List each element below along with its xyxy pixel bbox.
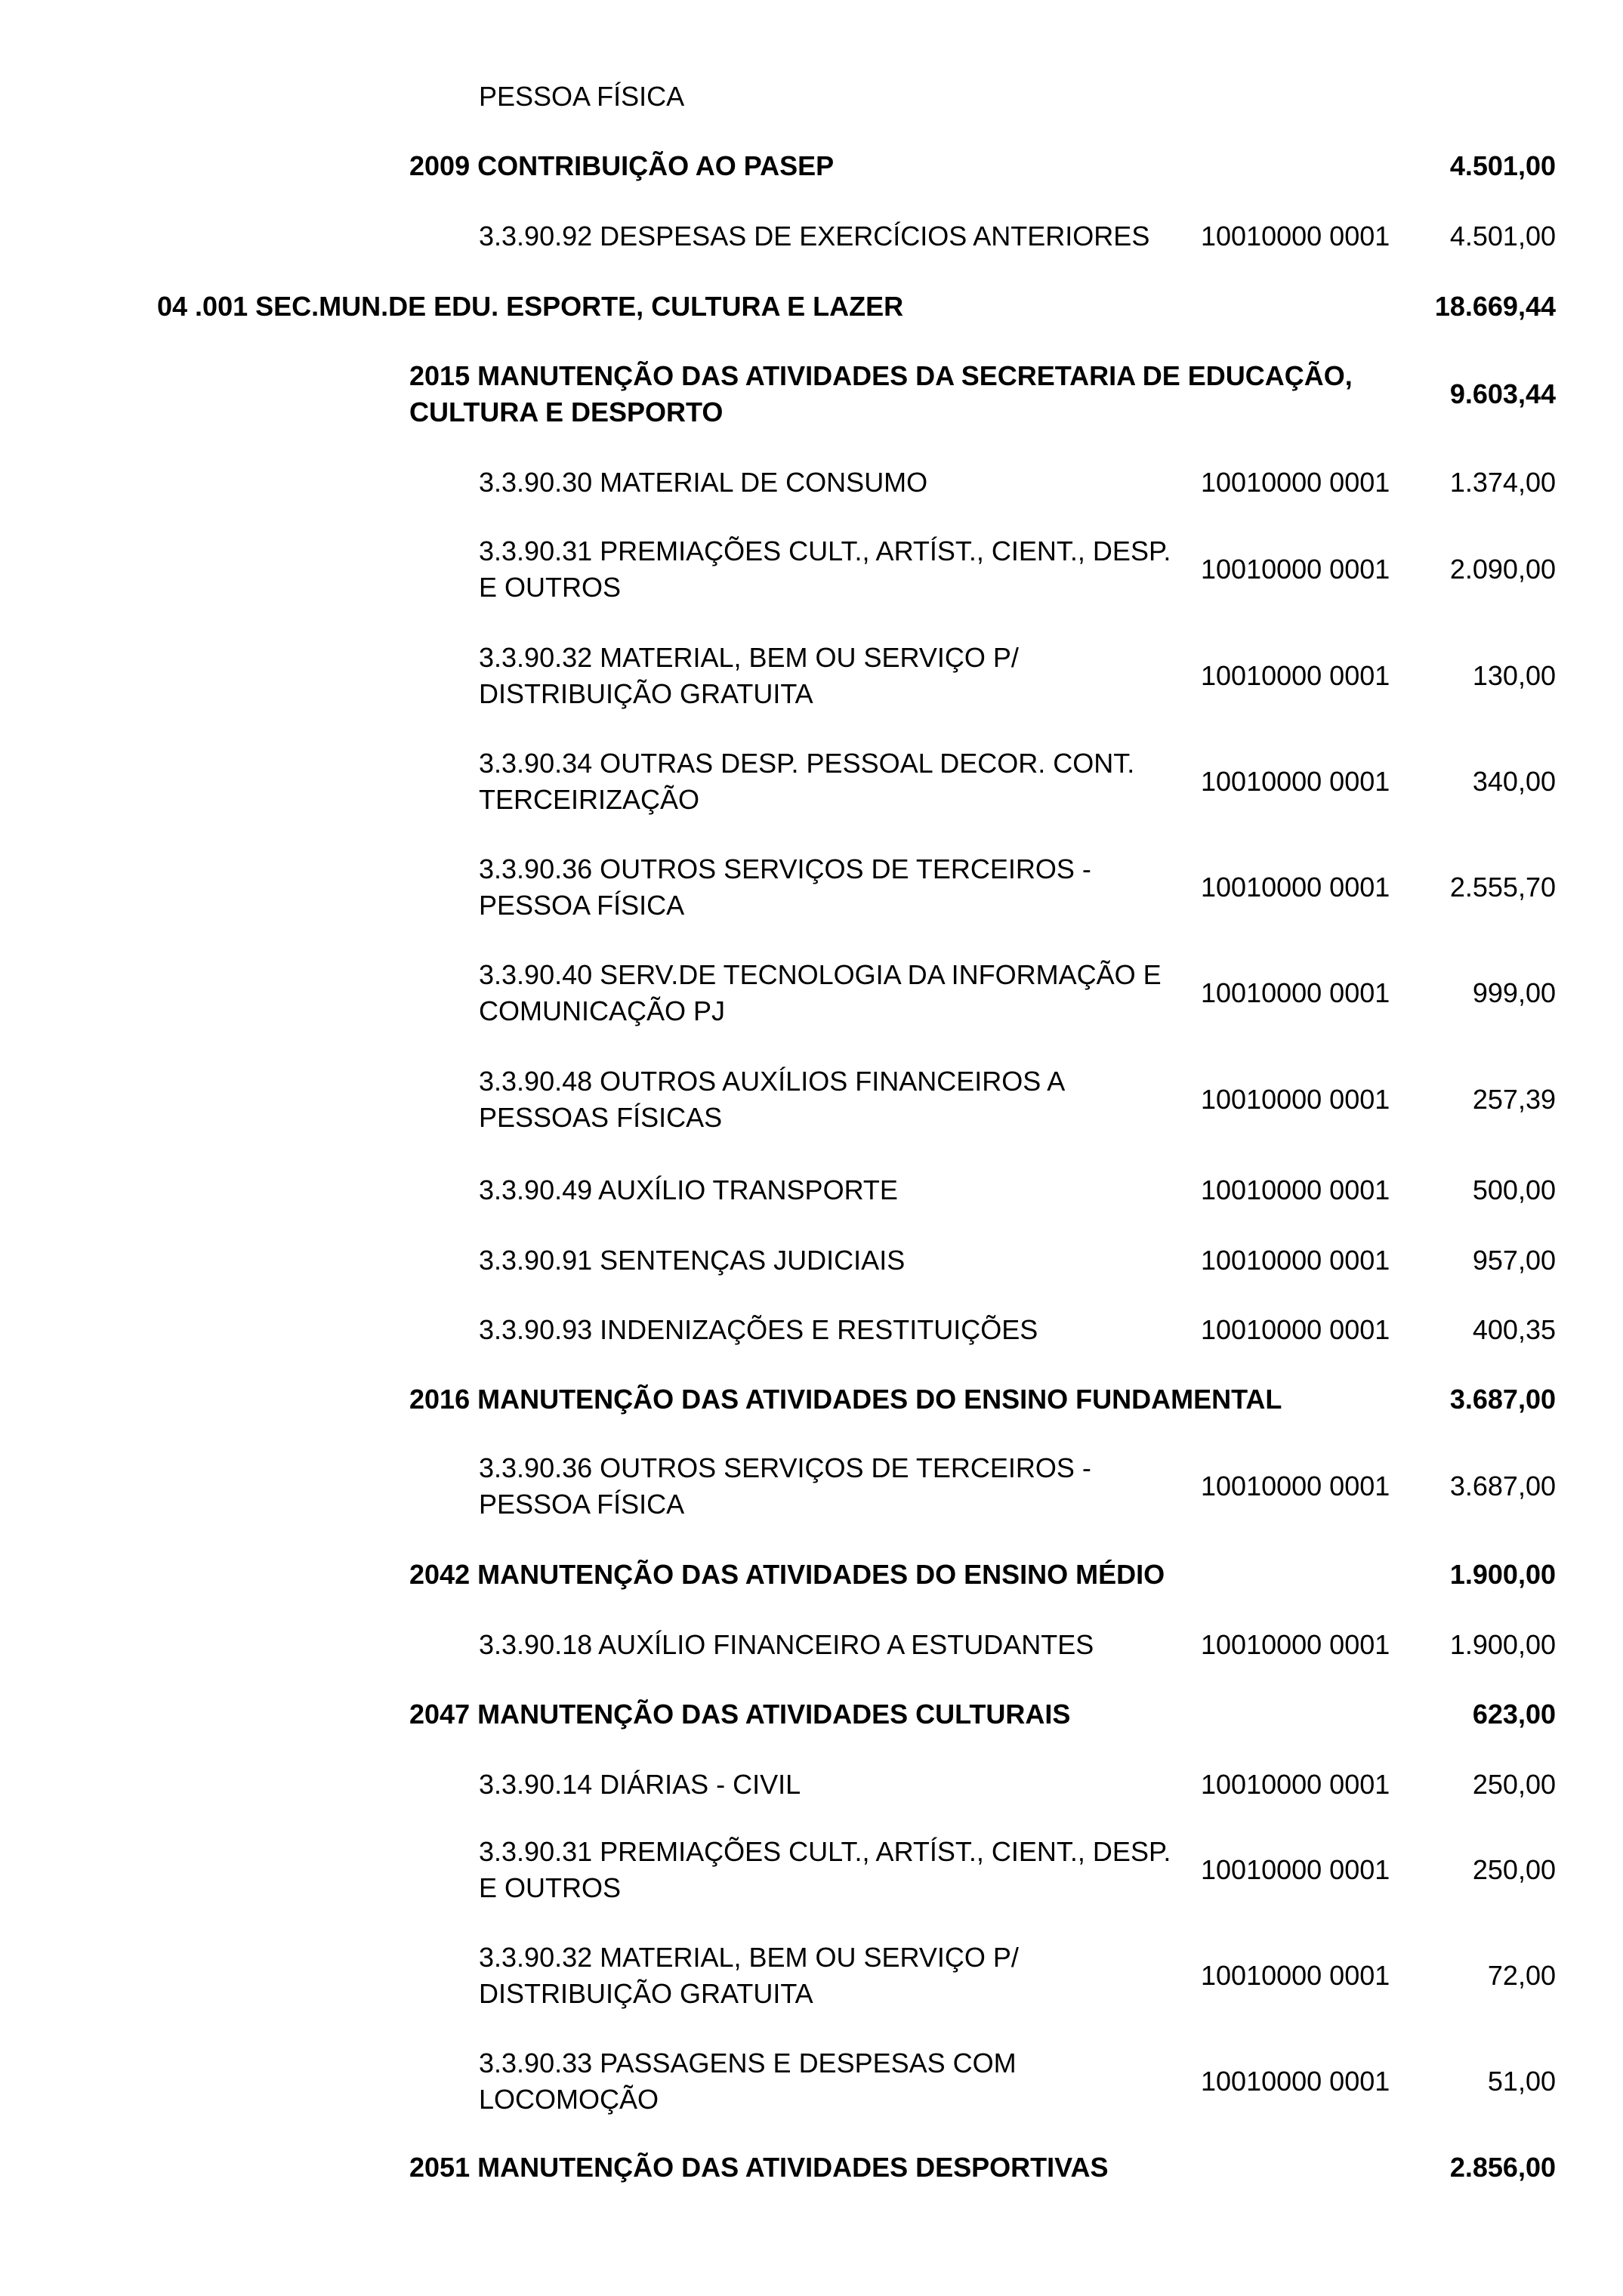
resource-code: 10010000 0001 [1201,1174,1390,1205]
amount-value: 1.900,00 [1449,1559,1556,1590]
amount-value: 999,00 [1472,977,1556,1008]
resource-code: 10010000 0001 [1201,467,1390,498]
amount-value: 250,00 [1472,1769,1556,1800]
expense-item-row [0,1307,1623,1353]
action-row [0,1692,1623,1737]
expense-item-row [0,1062,1623,1137]
resource-code: 10010000 0001 [1201,872,1390,903]
row-description: 3.3.90.40 SERV.DE TECNOLOGIA DA INFORMAÇÃO E COMUNICAÇÃO PJ [479,959,1162,1026]
action-row [0,2145,1623,2190]
amount-value: 2.555,70 [1449,872,1556,903]
resource-code: 10010000 0001 [1201,1470,1390,1501]
resource-code: 10010000 0001 [1201,1769,1390,1800]
row-description: 3.3.90.93 INDENIZAÇÕES E RESTITUIÇÕES [479,1314,1038,1345]
expense-item-row [0,1238,1623,1283]
amount-value: 250,00 [1472,1854,1556,1885]
amount-value: 257,39 [1472,1084,1556,1115]
resource-code: 10010000 0001 [1201,660,1390,691]
action-row [0,1552,1623,1597]
row-description: 2016 MANUTENÇÃO DAS ATIVIDADES DO ENSINO FUNDAMENTAL [409,1384,1282,1415]
amount-value: 18.669,44 [1434,291,1556,322]
amount-value: 500,00 [1472,1174,1556,1205]
row-description: 3.3.90.30 MATERIAL DE CONSUMO [479,467,928,498]
action-row [0,356,1623,432]
amount-value: 2.090,00 [1449,554,1556,585]
row-description: 3.3.90.32 MATERIAL, BEM OU SERVIÇO P/ DISTRIBUIÇÃO GRATUITA [479,642,1019,709]
row-description: 2009 CONTRIBUIÇÃO AO PASEP [409,150,835,181]
row-description: 2047 MANUTENÇÃO DAS ATIVIDADES CULTURAIS [409,1699,1071,1730]
row-description: 3.3.90.33 PASSAGENS E DESPESAS COM LOCOMOÇÃO [479,2048,1017,2115]
amount-value: 623,00 [1472,1699,1556,1730]
row-description: 3.3.90.48 OUTROS AUXÍLIOS FINANCEIROS A PESSOAS FÍSICAS [479,1066,1064,1133]
row-description: 3.3.90.49 AUXÍLIO TRANSPORTE [479,1174,898,1205]
amount-value: 1.900,00 [1449,1629,1556,1660]
row-description: PESSOA FÍSICA [479,81,685,112]
expense-item-row [0,1449,1623,1524]
row-description: 3.3.90.18 AUXÍLIO FINANCEIRO A ESTUDANTES [479,1629,1094,1660]
amount-value: 3.687,00 [1449,1470,1556,1501]
row-description: 2042 MANUTENÇÃO DAS ATIVIDADES DO ENSINO MÉDIO [409,1559,1165,1590]
expense-item-row [0,1938,1623,2014]
organ-row [0,284,1623,329]
expense-item-row [0,1168,1623,1213]
amount-value: 51,00 [1487,2066,1556,2097]
resource-code: 10010000 0001 [1201,766,1390,797]
resource-code: 10010000 0001 [1201,221,1390,252]
row-description: 3.3.90.31 PREMIAÇÕES CULT., ARTÍST., CIENT., DESP. E OUTROS [479,1836,1171,1903]
row-description: 3.3.90.31 PREMIAÇÕES CULT., ARTÍST., CIENT., DESP. E OUTROS [479,535,1171,603]
row-description: 3.3.90.32 MATERIAL, BEM OU SERVIÇO P/ DISTRIBUIÇÃO GRATUITA [479,1942,1019,2009]
expense-item-row [0,638,1623,714]
row-description: 3.3.90.92 DESPESAS DE EXERCÍCIOS ANTERIORES [479,221,1150,252]
expense-item-row [0,955,1623,1031]
resource-code: 10010000 0001 [1201,1854,1390,1885]
row-description: 3.3.90.14 DIÁRIAS - CIVIL [479,1769,801,1800]
amount-value: 3.687,00 [1449,1384,1556,1415]
amount-value: 4.501,00 [1449,221,1556,252]
resource-code: 10010000 0001 [1201,1314,1390,1345]
amount-value: 2.856,00 [1449,2152,1556,2183]
expense-item-row [0,1832,1623,1908]
amount-value: 957,00 [1472,1245,1556,1276]
row-description: 3.3.90.36 OUTROS SERVIÇOS DE TERCEIROS - PESSOA FÍSICA [479,853,1091,921]
continued-row [0,74,1623,119]
amount-value: 4.501,00 [1449,150,1556,181]
amount-value: 1.374,00 [1449,467,1556,498]
resource-code: 10010000 0001 [1201,2066,1390,2097]
expense-item-row [0,532,1623,607]
row-description: 3.3.90.91 SENTENÇAS JUDICIAIS [479,1245,906,1276]
resource-code: 10010000 0001 [1201,1245,1390,1276]
resource-code: 10010000 0001 [1201,1960,1390,1991]
expense-item-row [0,2044,1623,2119]
amount-value: 340,00 [1472,766,1556,797]
row-description: 3.3.90.36 OUTROS SERVIÇOS DE TERCEIROS - PESSOA FÍSICA [479,1452,1091,1520]
resource-code: 10010000 0001 [1201,1084,1390,1115]
expense-item-row [0,850,1623,925]
row-description: 04 .001 SEC.MUN.DE EDU. ESPORTE, CULTURA E LAZER [157,291,904,322]
row-description: 2051 MANUTENÇÃO DAS ATIVIDADES DESPORTIVAS [409,2152,1109,2183]
amount-value: 130,00 [1472,660,1556,691]
action-row [0,144,1623,189]
resource-code: 10010000 0001 [1201,554,1390,585]
amount-value: 400,35 [1472,1314,1556,1345]
expense-item-row [0,744,1623,819]
amount-value: 9.603,44 [1449,378,1556,409]
resource-code: 10010000 0001 [1201,977,1390,1008]
expense-item-row [0,1762,1623,1807]
expense-item-row [0,1622,1623,1668]
expense-item-row [0,214,1623,259]
amount-value: 72,00 [1487,1960,1556,1991]
row-description: 2015 MANUTENÇÃO DAS ATIVIDADES DA SECRETARIA DE EDUCAÇÃO, CULTURA E DESPORTO [409,360,1353,427]
row-description: 3.3.90.34 OUTRAS DESP. PESSOAL DECOR. CONT. TERCEIRIZAÇÃO [479,748,1135,815]
action-row [0,1377,1623,1422]
resource-code: 10010000 0001 [1201,1629,1390,1660]
expense-item-row [0,460,1623,505]
